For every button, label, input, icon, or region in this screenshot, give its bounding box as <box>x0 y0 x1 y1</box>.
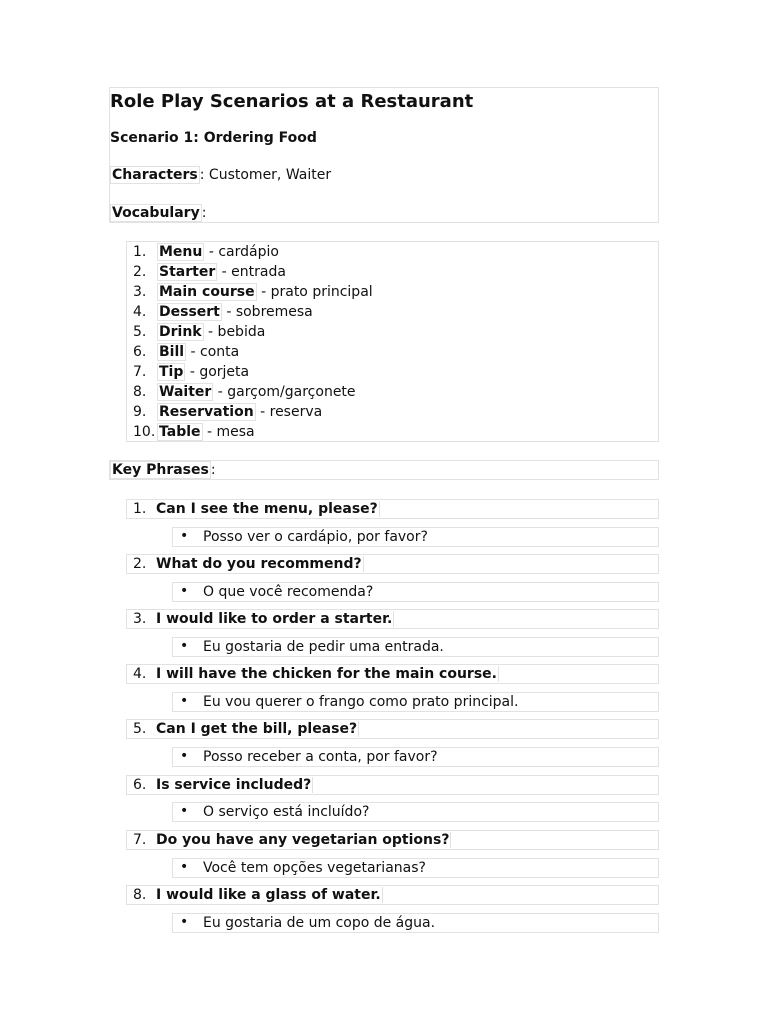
phrase-question <box>126 664 659 684</box>
phrase-portuguese: Eu vou querer o frango como prato principal. <box>203 694 519 710</box>
phrase-english: I would like a glass of water. <box>156 887 381 903</box>
bullet-icon: • <box>180 803 189 819</box>
phrase-answer <box>172 858 659 878</box>
vocab-term: Drink <box>159 324 202 340</box>
phrase-answer <box>172 582 659 602</box>
phrase-english: I will have the chicken for the main course. <box>156 666 497 682</box>
phrase-question <box>126 830 659 850</box>
vocab-translation: - prato principal <box>256 284 373 300</box>
bullet-icon: • <box>180 583 189 599</box>
phrase-number: 2. <box>133 556 147 572</box>
vocabulary-suffix: : <box>201 205 207 221</box>
phrase-question <box>126 775 659 795</box>
item-number: 8. <box>133 384 147 400</box>
phrase-number: 8. <box>133 887 147 903</box>
vocab-translation: - entrada <box>217 264 286 280</box>
scenario-heading: Scenario 1: Ordering Food <box>110 130 317 146</box>
phrase-english: Is service included? <box>156 777 312 793</box>
vocab-translation: - gorjeta <box>185 364 250 380</box>
list-item <box>127 242 279 262</box>
list-item <box>127 362 249 382</box>
phrase-english: Can I get the bill, please? <box>156 721 358 737</box>
phrase-answer <box>172 637 659 657</box>
vocab-translation: - mesa <box>202 424 255 440</box>
vocab-term: Main course <box>159 284 255 300</box>
vocab-term: Tip <box>159 364 184 380</box>
item-number: 9. <box>133 404 147 420</box>
characters-label: Characters <box>112 167 198 183</box>
key-phrases-heading <box>109 460 659 480</box>
item-number: 3. <box>133 284 147 300</box>
phrase-portuguese: Eu gostaria de pedir uma entrada. <box>203 639 444 655</box>
page-title: Role Play Scenarios at a Restaurant <box>110 91 474 112</box>
vocab-translation: - bebida <box>203 324 266 340</box>
vocab-term: Menu <box>159 244 203 260</box>
phrase-number: 7. <box>133 832 147 848</box>
bullet-icon: • <box>180 638 189 654</box>
phrase-english: What do you recommend? <box>156 556 362 572</box>
phrase-answer <box>172 802 659 822</box>
item-number: 4. <box>133 304 147 320</box>
vocab-term: Table <box>159 424 201 440</box>
phrase-question <box>126 609 659 629</box>
vocab-term: Bill <box>159 344 185 360</box>
characters-value: : Customer, Waiter <box>199 167 332 183</box>
item-number: 6. <box>133 344 147 360</box>
phrase-portuguese: O que você recomenda? <box>203 584 374 600</box>
list-item <box>127 422 255 442</box>
vocab-term: Starter <box>159 264 216 280</box>
bullet-icon: • <box>180 693 189 709</box>
list-item <box>127 382 356 402</box>
phrase-answer <box>172 913 659 933</box>
characters-line <box>110 167 331 183</box>
phrase-english: I would like to order a starter. <box>156 611 393 627</box>
header-section <box>109 87 659 223</box>
phrase-portuguese: Posso receber a conta, por favor? <box>203 749 438 765</box>
item-number: 2. <box>133 264 147 280</box>
vocab-translation: - sobremesa <box>221 304 313 320</box>
item-number: 1. <box>133 244 147 260</box>
list-item <box>127 402 322 422</box>
list-item <box>127 262 286 282</box>
phrase-number: 5. <box>133 721 147 737</box>
vocabulary-list <box>126 241 659 442</box>
phrase-answer <box>172 747 659 767</box>
vocab-translation: - conta <box>186 344 240 360</box>
phrase-question <box>126 499 659 519</box>
list-item <box>127 302 313 322</box>
phrase-number: 1. <box>133 501 147 517</box>
vocab-translation: - reserva <box>255 404 323 420</box>
phrase-english: Do you have any vegetarian options? <box>156 832 450 848</box>
vocabulary-line <box>110 205 206 221</box>
phrase-portuguese: O serviço está incluído? <box>203 804 370 820</box>
bullet-icon: • <box>180 859 189 875</box>
vocab-term: Dessert <box>159 304 220 320</box>
vocabulary-label: Vocabulary <box>112 205 200 221</box>
list-item <box>127 322 265 342</box>
phrase-portuguese: Posso ver o cardápio, por favor? <box>203 529 428 545</box>
phrase-answer <box>172 692 659 712</box>
item-number: 5. <box>133 324 147 340</box>
vocab-term: Waiter <box>159 384 212 400</box>
vocab-translation: - cardápio <box>204 244 279 260</box>
phrase-number: 4. <box>133 666 147 682</box>
list-item <box>127 282 373 302</box>
vocab-translation: - garçom/garçonete <box>213 384 356 400</box>
phrase-question <box>126 554 659 574</box>
phrase-portuguese: Eu gostaria de um copo de água. <box>203 915 436 931</box>
key-phrases-suffix: : <box>210 462 216 478</box>
vocab-term: Reservation <box>159 404 254 420</box>
key-phrases-label: Key Phrases <box>112 462 209 478</box>
phrase-number: 6. <box>133 777 147 793</box>
phrase-english: Can I see the menu, please? <box>156 501 378 517</box>
bullet-icon: • <box>180 748 189 764</box>
phrase-answer <box>172 527 659 547</box>
phrase-number: 3. <box>133 611 147 627</box>
phrase-portuguese: Você tem opções vegetarianas? <box>203 860 426 876</box>
item-number: 7. <box>133 364 147 380</box>
phrase-question <box>126 719 659 739</box>
list-item <box>127 342 239 362</box>
phrase-question <box>126 885 659 905</box>
bullet-icon: • <box>180 914 189 930</box>
bullet-icon: • <box>180 528 189 544</box>
item-number: 10. <box>133 424 156 440</box>
